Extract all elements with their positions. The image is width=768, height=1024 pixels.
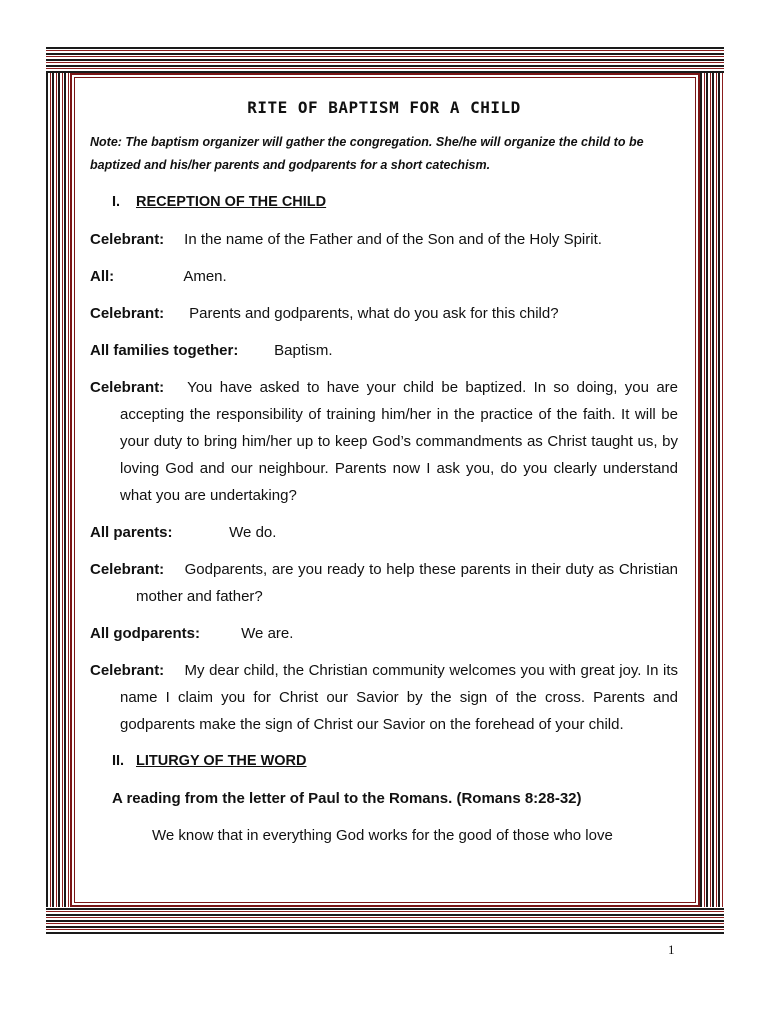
dialogue-text: We are. xyxy=(241,625,294,642)
section-label: LITURGY OF THE WORD xyxy=(136,753,307,769)
page-title: RITE OF BAPTISM FOR A CHILD xyxy=(247,98,521,117)
decorative-border-top xyxy=(46,46,724,73)
dialogue-paragraph xyxy=(90,657,678,738)
page-number: 1 xyxy=(668,942,675,957)
dialogue-line xyxy=(90,300,678,327)
dialogue-text: Parents and godparents, what do you ask for this child? xyxy=(189,305,559,322)
section-number: I. xyxy=(112,194,121,210)
dialogue-line xyxy=(90,337,678,364)
speaker-label: All parents: xyxy=(90,524,173,541)
dialogue-line xyxy=(90,263,678,290)
dialogue-text: Amen. xyxy=(183,268,227,285)
dialogue-text: You have asked to have your child be baptized. In so doing, you are accepting the responsibility of training him/her in the practice of the faith. It will be your duty to bring him/her up to keep God’s commandments as Christ taught us, by loving God and our neighbour. Parents now I ask you, do you clearly understand what you are undertaking? xyxy=(120,379,678,504)
dialogue-text: Godparents, are you ready to help these parents in their duty as Christian mother and father? xyxy=(136,561,679,605)
speaker-label: All families together: xyxy=(90,342,239,359)
decorative-border-bottom xyxy=(46,907,724,934)
section-heading-liturgy xyxy=(112,748,678,775)
document-body xyxy=(90,90,678,849)
speaker-label: Celebrant: xyxy=(90,231,165,248)
dialogue-line xyxy=(90,226,678,253)
note-text: Note: The baptism organizer will gather the congregation. She/he will organize the child to be baptized and his/her parents and godparents for a short catechism. xyxy=(90,135,644,172)
dialogue-text: In the name of the Father and of the Son and of the Holy Spirit. xyxy=(184,231,602,248)
reading-heading: A reading from the letter of Paul to the Romans. (Romans 8:28-32) xyxy=(112,790,582,807)
dialogue-line xyxy=(90,620,678,647)
section-heading-reception xyxy=(112,189,678,216)
speaker-label: Celebrant: xyxy=(90,305,165,322)
dialogue-line xyxy=(90,519,678,546)
speaker-label: Celebrant: xyxy=(90,662,165,679)
dialogue-text: We do. xyxy=(229,524,277,541)
section-number: II. xyxy=(112,753,125,769)
speaker-label: Celebrant: xyxy=(90,561,165,578)
speaker-label: All godparents: xyxy=(90,625,201,642)
section-label: RECEPTION OF THE CHILD xyxy=(136,194,327,210)
dialogue-text: My dear child, the Christian community welcomes you with great joy. In its name I claim you for Christ our Savior by the sign of the cross. Parents and godparents make the sign of Christ our Savior on the forehead of your child. xyxy=(120,662,679,733)
dialogue-paragraph xyxy=(90,556,678,610)
speaker-label: All: xyxy=(90,268,115,285)
scripture-text: We know that in everything God works for the good of those who love xyxy=(152,827,613,844)
speaker-label: Celebrant: xyxy=(90,379,165,396)
dialogue-text: Baptism. xyxy=(274,342,333,359)
dialogue-paragraph xyxy=(90,374,678,509)
